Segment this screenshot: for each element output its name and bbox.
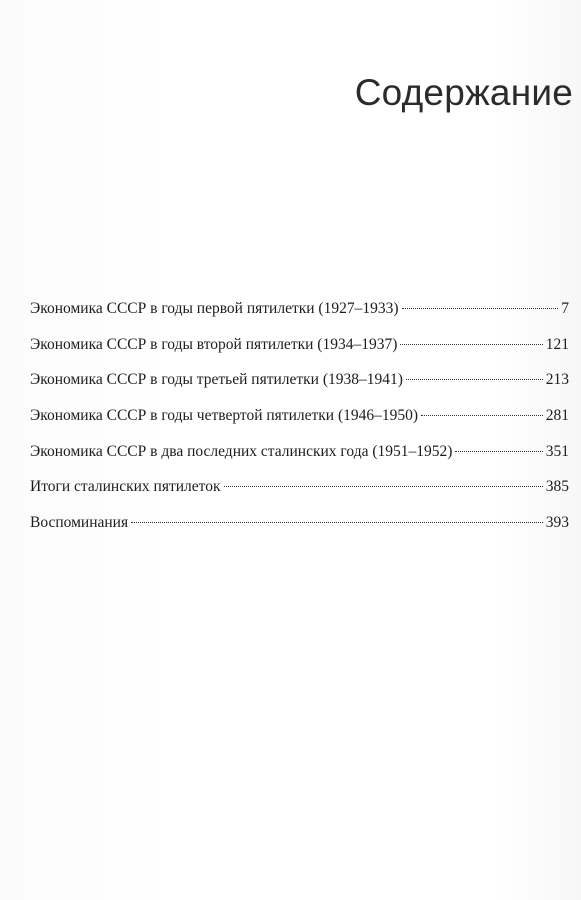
toc-entry (30, 371, 569, 407)
toc-entry-title: Экономика СССР в два последних сталинских года (1951–1952) (30, 442, 453, 460)
toc-entry-page: 393 (545, 514, 569, 532)
page-title: Содержание (354, 72, 573, 113)
toc-entry-title: Экономика СССР в годы третьей пятилетки (1938–1941) (30, 371, 403, 389)
toc-leader-dots (224, 486, 543, 487)
toc-entry (30, 443, 569, 479)
toc-leader-dots (406, 379, 543, 380)
toc-entry-title: Воспоминания (30, 514, 129, 532)
toc-entry-title: Экономика СССР в годы четвертой пятилетки (1946–1950) (30, 407, 419, 425)
toc-leader-dots (131, 522, 543, 523)
toc-entry-page: 281 (545, 407, 569, 425)
toc-entry-title: Экономика СССР в годы второй пятилетки (1934–1937) (30, 335, 398, 353)
toc-leader-dots (421, 415, 543, 416)
toc-entry (30, 514, 569, 550)
toc-entry (30, 300, 569, 336)
toc-entry (30, 336, 569, 372)
toc-leader-dots (400, 344, 542, 345)
toc-entry-page: 385 (545, 478, 569, 496)
table-of-contents (30, 300, 569, 550)
toc-entry-page: 351 (545, 442, 569, 460)
toc-entry-title: Экономика СССР в годы первой пятилетки (1927–1933) (30, 300, 399, 317)
toc-leader-dots (402, 308, 559, 309)
toc-leader-dots (455, 451, 542, 452)
toc-entry (30, 407, 569, 443)
toc-entry (30, 478, 569, 514)
toc-entry-page: 121 (545, 335, 569, 353)
toc-entry-title: Итоги сталинских пятилеток (30, 478, 221, 496)
toc-entry-page: 213 (545, 371, 569, 389)
toc-entry-page: 7 (561, 300, 569, 317)
